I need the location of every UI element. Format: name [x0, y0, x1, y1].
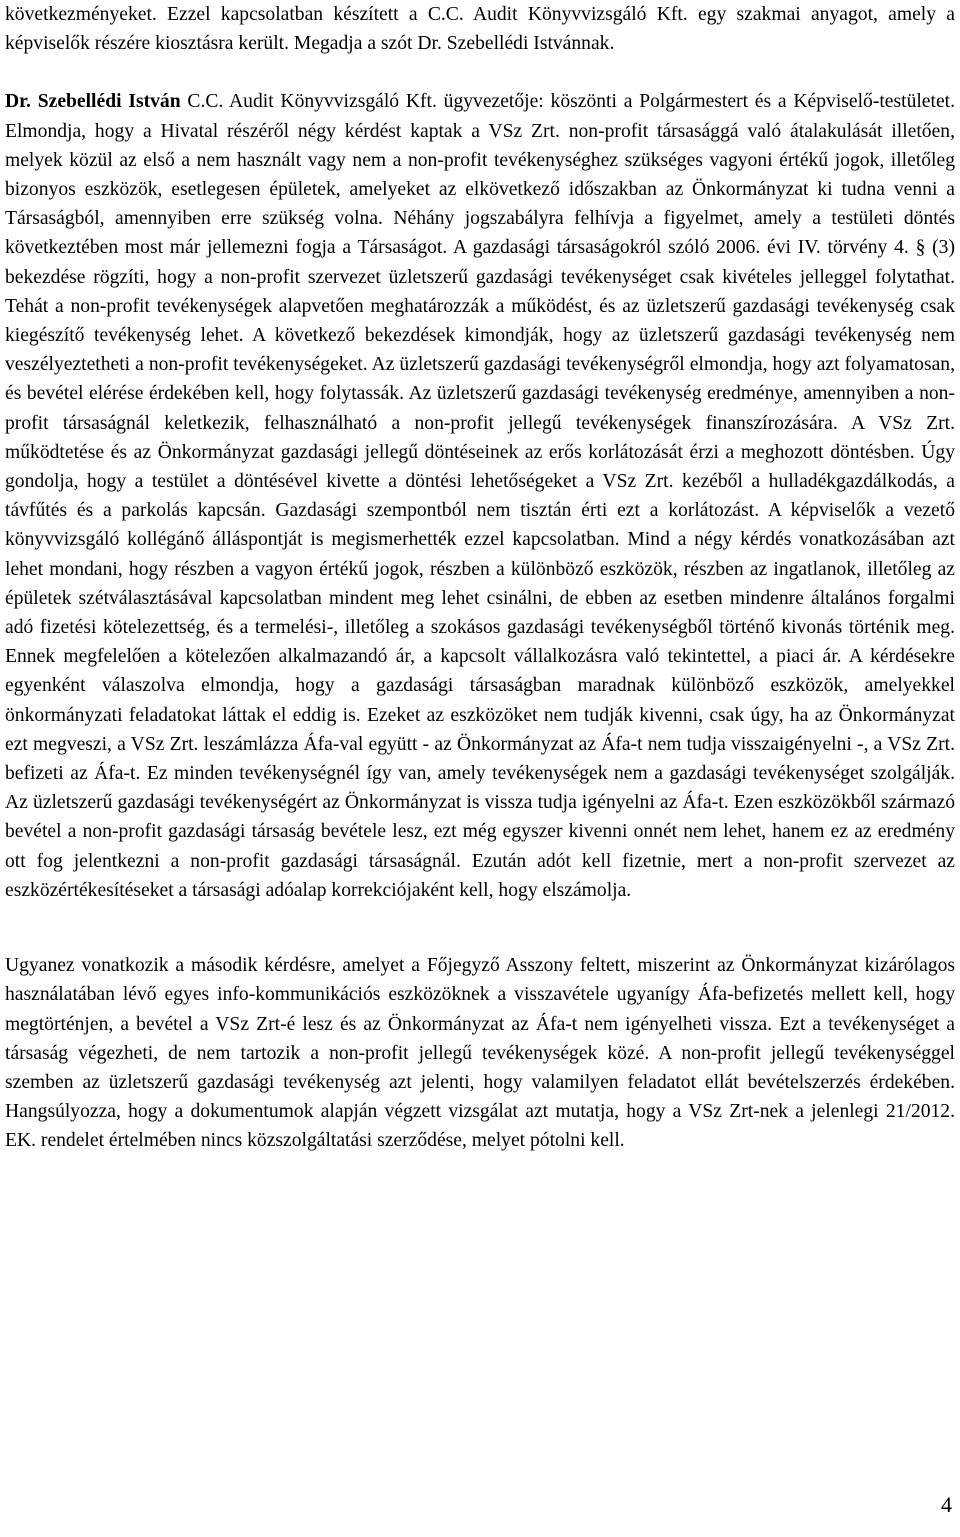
paragraph-second-question: Ugyanez vonatkozik a második kérdésre, amelyet a Főjegyző Asszony feltett, miszerint az Önkormányzat kizárólagos használatában lévő egyes info-kommunikációs eszközöknek a visszavétele ugyanígy Áfa-befizetés mellett kell, hogy megtörténjen, a bevétel a VSz Zrt-é lesz és az Önkormányzat az Áfa-t nem igényelheti vissza. Ezt a tevékenységet a társaság végezheti, de nem tartozik a non-profit jellegű tevékenységek közé. A non-profit jellegű tevékenységgel szemben az üzletszerű gazdasági tevékenység azt jelenti, hogy valamilyen feladatot ellát bevételszerzés érdekében. Hangsúlyozza, hogy a dokumentumok alapján végzett vizsgálat azt mutatja, hogy a VSz Zrt-nek a jelenlegi 21/2012. EK. rendelet értelmében nincs közszolgáltatási szerződése, melyet pótolni kell.	[5, 955, 955, 1152]
document-page	[5, 0, 955, 1156]
paragraph-gap	[5, 905, 955, 951]
paragraph-speaker-statement	[5, 87, 955, 905]
paragraph-gap	[5, 58, 955, 87]
speaker-statement-text: C.C. Audit Könyvvizsgáló Kft. ügyvezetője: köszönti a Polgármestert és a Képviselő-testületet. Elmondja, hogy a Hivatal részéről négy kérdést kaptak a VSz Zrt. non-profit társasággá való átalakulását illetően, melyek közül az első a nem használt vagy nem a non-profit tevékenységhez szükséges vagyoni értékű jogok, illetőleg bizonyos eszközök, esetlegesen épületek, amelyeket az elkövetkező időszakban az Önkormányzat ki tudna venni a Társaságból, amennyiben erre szükség volna. Néhány jogszabályra felhívja a figyelmet, amely a testületi döntés következtében most már jellemezni fogja a Társaságot. A gazdasági társaságokról szóló 2006. évi IV. törvény 4. § (3) bekezdése rögzíti, hogy a non-profit szervezet üzletszerű gazdasági tevékenységet csak kivételes jelleggel folytathat. Tehát a non-profit tevékenységek alapvetően meghatározzák a működést, és az üzletszerű gazdasági tevékenység csak kiegészítő tevékenység lehet. A következő bekezdések kimondják, hogy az üzletszerű gazdasági tevékenység nem veszélyeztetheti a non-profit tevékenységeket. Az üzletszerű gazdasági tevékenységről elmondja, hogy azt folyamatosan, és bevétel elérése érdekében kell, hogy folytassák. Az üzletszerű gazdasági tevékenység eredménye, amennyiben a non-profit társaságnál keletkezik, felhasználható a non-profit jellegű tevékenységek finanszírozására. A VSz Zrt. működtetése és az Önkormányzat gazdasági jellegű döntéseinek az erős korlátozását érzi a meghozott döntésben. Úgy gondolja, hogy a testület a döntésével kivette a döntési lehetőségeket a VSz Zrt. kezéből a hulladékgazdálkodás, a távfűtés és a parkolás kapcsán. Gazdasági szempontból nem tisztán érti ezt a korlátozást. A képviselők a vezető könyvvizsgáló kollégánő álláspontját is megismerhették ezzel kapcsolatban. Mind a négy kérdés vonatkozásában azt lehet mondani, hogy részben a vagyon értékű jogok, részben a különböző eszközök, részben az ingatlanok, illetőleg az épületek szétválasztásával kapcsolatban mindent meg lehet csinálni, de ebben az esetben mindenre általános forgalmi adó fizetési kötelezettség, és a termelési-, illetőleg a szokásos gazdasági tevékenységből történő kivonás történik meg. Ennek megfelelően a kötelezően alkalmazandó ár, a kapcsolt vállalkozásra való tekintettel, a piaci ár. A kérdésekre egyenként válaszolva elmondja, hogy a gazdasági társaságban maradnak különböző eszközök, amelyekkel önkormányzati feladatokat láttak el eddig is. Ezeket az eszközöket nem tudják kivenni, csak úgy, ha az Önkormányzat ezt megveszi, a VSz Zrt. leszámlázza Áfa-val együtt - az Önkormányzat az Áfa-t nem tudja visszaigényelni -, a VSz Zrt. befizeti az Áfa-t. Ez minden tevékenységnél így van, amely tevékenységek nem a gazdasági tevékenységet szolgálják. Az üzletszerű gazdasági tevékenységért az Önkormányzat is vissza tudja igényelni az Áfa-t. Ezen eszközökből származó bevétel a non-profit gazdasági társaság bevétele lesz, ezt még egyszer kivenni onnét nem lehet, hanem ez az eredmény ott fog jelentkezni a non-profit gazdasági társaságnál. Ezután adót kell fizetnie, mert a non-profit szervezet az eszközértékesítéseket a társasági adóalap korrekciójaként kell, hogy elszámolja.	[5, 91, 955, 901]
paragraph-intro: következményeket. Ezzel kapcsolatban készített a C.C. Audit Könyvvizsgáló Kft. egy szakmai anyagot, amely a képviselők részére kiosztásra került. Megadja a szót Dr. Szebellédi Istvánnak.	[5, 4, 955, 55]
page-number: 4	[941, 1492, 952, 1517]
speaker-name: Dr. Szebellédi István	[5, 91, 181, 113]
